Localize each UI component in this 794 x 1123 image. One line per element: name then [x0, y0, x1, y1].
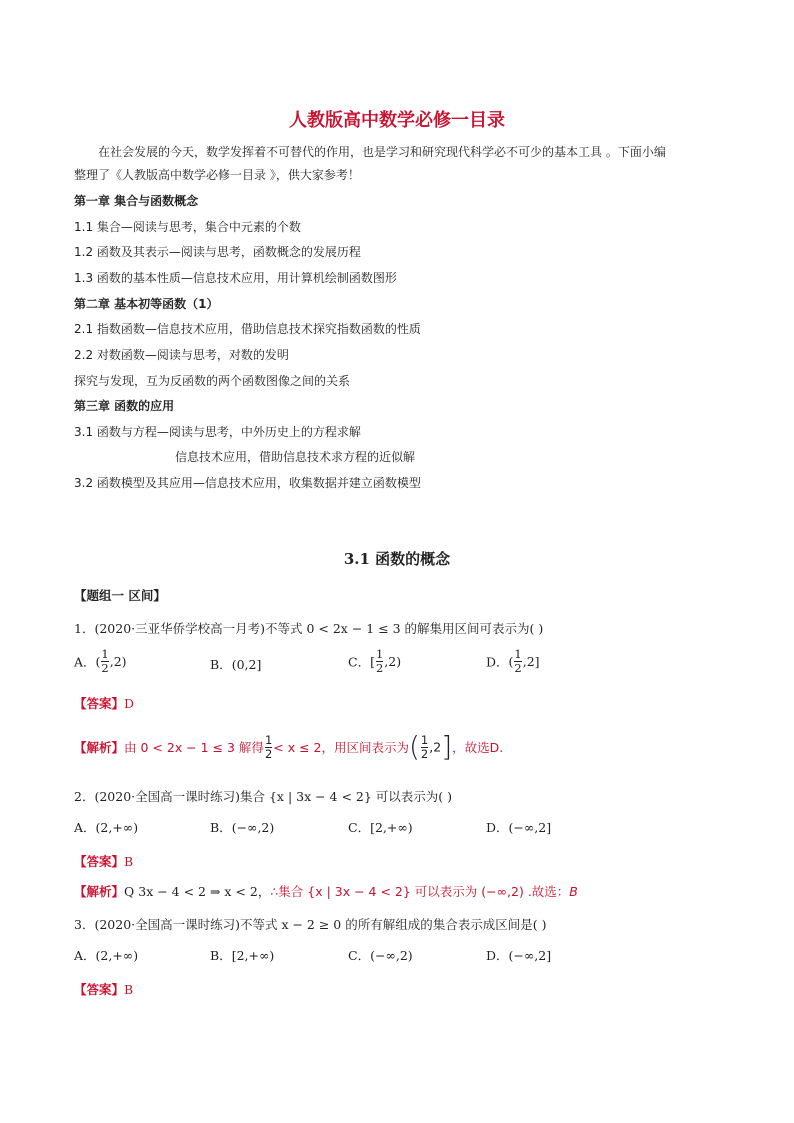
toc-item: 1.1 集合—阅读与思考，集合中元素的个数	[74, 220, 301, 234]
q1-option-d: D．( $\frac{1}{2}$ ,2]	[486, 647, 540, 675]
toc-item: 1.2 函数及其表示—阅读与思考，函数概念的发展历程	[74, 245, 361, 259]
group-title: 【题组一 区间】	[74, 588, 166, 603]
toc-item: 3.2 函数模型及其应用—信息技术应用，收集数据并建立函数模型	[74, 476, 421, 490]
toc-chapter-1: 第一章 集合与函数概念	[74, 194, 199, 208]
question-3-stem: 3．(2020·全国高一课时练习)不等式 x − 2 ≥ 0 的所有解组成的集合表示成区间是( )	[74, 917, 547, 932]
section-title: 3.1 函数的概念	[343, 550, 451, 568]
intro-line-2: 整理了《人教版高中数学必修一目录 》，供大家参考！	[74, 168, 360, 182]
intro-line-1: 在社会发展的今天，数学发挥着不可替代的作用，也是学习和研究现代科学必不可少的基本工具 。下面小编	[98, 145, 666, 159]
toc-chapter-2: 第二章 基本初等函数（1）	[74, 297, 219, 311]
q2-option-d: D．(−∞,2]	[486, 820, 552, 835]
q2-answer: 【答案】B	[74, 854, 134, 869]
q3-option-a: A．(2,+∞)	[74, 948, 139, 963]
q1-option-a: A．( $\frac{1}{2}$ ,2)	[74, 647, 127, 675]
q3-option-d: D．(−∞,2]	[486, 948, 552, 963]
q1-option-c: C．[ $\frac{1}{2}$ ,2)	[348, 647, 402, 675]
q3-answer: 【答案】B	[74, 982, 134, 997]
toc-item: 2.2 对数函数—阅读与思考，对数的发明	[74, 348, 289, 362]
question-1-stem: 1．(2020·三亚华侨学校高一月考)不等式 0 < 2x − 1 ≤ 3 的解集用区间可表示为( )	[74, 621, 544, 636]
toc-item: 探究与发现，互为反函数的两个函数图像之间的关系	[74, 374, 351, 388]
q1-analysis: 【解析】由 0 < 2x − 1 ≤ 3 解得 $\frac{1}{2}$ < x ≤ 2，用区间表示为( $\frac{1}{2}$ ,2]，故选D.	[74, 730, 504, 763]
toc-item: 1.3 函数的基本性质—信息技术应用，用计算机绘制函数图形	[74, 271, 397, 285]
q1-answer: 【答案】D	[74, 696, 135, 711]
q2-option-a: A．(2,+∞)	[74, 820, 139, 835]
q2-option-b: B．(−∞,2)	[210, 820, 275, 835]
toc-item: 信息技术应用，借助信息技术求方程的近似解	[175, 450, 416, 464]
q3-option-b: B．[2,+∞)	[210, 948, 275, 963]
toc-item: 2.1 指数函数—信息技术应用，借助信息技术探究指数函数的性质	[74, 322, 421, 336]
toc-item: 3.1 函数与方程—阅读与思考，中外历史上的方程求解	[74, 425, 361, 439]
q1-option-b: B．(0,2]	[210, 657, 262, 672]
question-2-stem: 2．(2020·全国高一课时练习)集合 {x | 3x − 4 < 2} 可以表示为( )	[74, 789, 453, 804]
q2-option-c: C．[2,+∞)	[348, 820, 413, 835]
toc-chapter-3: 第三章 函数的应用	[74, 399, 175, 413]
q2-analysis: 【解析】Q 3x − 4 < 2 ⇒ x < 2，∴集合 {x | 3x − 4 < 2} 可以表示为 (−∞,2) .故选：B	[74, 884, 578, 899]
page-title: 人教版高中数学必修一目录	[289, 110, 505, 131]
q3-option-c: C．(−∞,2)	[348, 948, 413, 963]
